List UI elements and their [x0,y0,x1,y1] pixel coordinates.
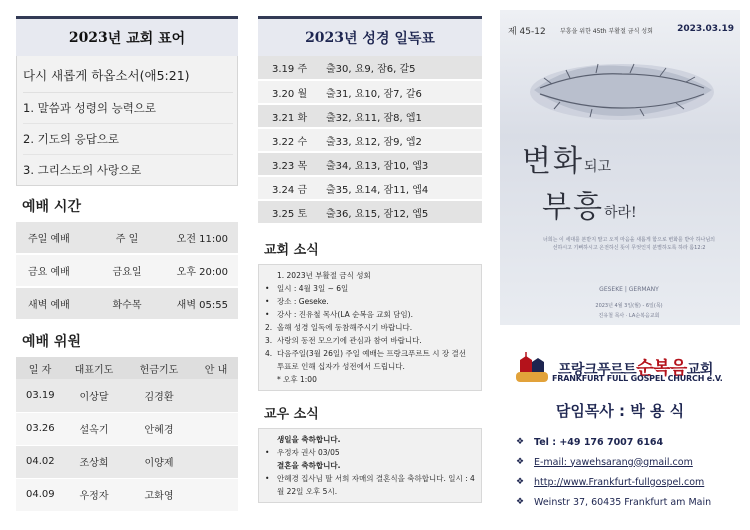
bible-day: 3.19 주 [258,56,326,80]
motto-header [16,16,238,56]
issue-number: 제 45-12 [508,27,546,37]
cell-prayer: 조상희 [64,445,124,478]
cell-usher [194,412,238,445]
table-row [16,445,238,478]
members-text: 생일을 축하합니다. [277,435,341,444]
bullet [265,459,277,472]
news-text: 올해 성경 일독에 동참해주시기 바랍니다. [277,323,413,332]
poster [500,10,740,325]
worship-time: 오후 20:00 [176,267,228,278]
worship-day: 주 일 [115,234,139,245]
news-item [265,308,475,321]
poster-verse: 너희는 이 세대를 본받지 말고 오직 마음을 새롭게 함으로 변화를 받아 하나님의 선하시고 기뻐하시고 온전하신 뜻이 무엇인지 분별하도록 하라 롬12:2 [542,237,716,251]
headline-word: 부흥 [542,190,604,225]
bible-reading: 출31, 요10, 잠7, 갈6 [326,80,482,104]
worship-title: 예배 시간 [22,199,81,215]
members-item [265,433,475,446]
bible-day: 3.21 화 [258,104,326,128]
church-logo-icon [514,352,550,386]
cell-date: 03.26 [16,412,64,445]
cell-date: 04.09 [16,478,64,511]
church-name-en: FRANKFURT FULL GOSPEL CHURCH e.V. [552,374,723,383]
table-row [258,200,482,224]
bible-day: 3.25 토 [258,200,326,224]
bible-reading: 출34, 요13, 잠10, 엡3 [326,152,482,176]
motto-item: 2. 기도의 응답으로 [23,124,233,155]
poster-subtitle: 부흥을 위한 45th 부활절 금식 성회 [560,28,653,35]
worship-row [16,255,238,288]
bible-table [258,56,482,225]
news-box [258,264,482,391]
cell-prayer: 이상달 [64,379,124,412]
cell-prayer: 우정자 [64,478,124,511]
news-text: 강사 : 진유철 목사(LA 순복음 교회 담임). [277,310,413,319]
members-item [265,472,475,498]
bullet: • [265,310,270,319]
motto-year: 2023 [68,29,108,46]
table-row [16,379,238,412]
col-header: 일 자 [16,357,64,379]
bible-day: 3.23 목 [258,152,326,176]
motto-item: 3. 그리스도의 사랑으로 [23,163,142,177]
bullet [265,373,277,386]
headline-suffix: 하라! [603,205,637,221]
diamond-bullet-icon: ❖ [516,457,525,467]
motto-box [16,56,238,186]
cell-usher [194,478,238,511]
poster-location: GESEKE | GERMANY [599,286,659,293]
left-column [16,0,238,512]
table-row [16,412,238,445]
middle-column [258,0,482,503]
members-item [265,459,475,472]
church-name-pre: 프랑크푸르트 [558,362,637,378]
worship-day: 금요일 [112,267,142,278]
poster-time: 2023년 4월 3일(월) - 6일(목) [595,303,663,309]
poster-venue: 진유철 목사 · LA순복음교회 [598,313,660,319]
pastor-name: 담임목사 : 박 용 식 [555,402,685,420]
committee-table [16,357,238,512]
news-item [265,334,475,347]
news-text: 사랑의 동전 모으기에 관심과 참여 바랍니다. [277,336,422,345]
news-text: 일시 : 4월 3일 ~ 6일 [277,284,349,293]
cell-offering: 김경환 [124,379,194,412]
bible-reading: 출36, 요15, 잠12, 엡5 [326,200,482,224]
address-text: Weinstr 37, 60435 Frankfurt am Main [534,496,712,508]
news-text: 장소 : Geseke. [277,297,329,306]
col-header: 대표기도 [64,357,124,379]
bullet: • [265,284,270,293]
diamond-bullet-icon: ❖ [516,477,525,487]
contact-tel [516,432,711,452]
table-row [258,152,482,176]
cell-prayer: 설옥기 [64,412,124,445]
cell-offering: 이양제 [124,445,194,478]
bullet: 4. [265,349,273,358]
bible-day: 3.24 금 [258,176,326,200]
news-item [265,269,475,282]
table-row [258,128,482,152]
bible-year: 2023 [305,29,345,46]
worship-row [16,222,238,255]
bullet: 2. [265,323,273,332]
bulletin-date: 2023.03.19 [677,24,734,34]
bible-reading: 출32, 요11, 잠8, 엡1 [326,104,482,128]
headline-suffix: 되고 [583,159,612,175]
news-text: 1. 2023년 부활절 금식 성회 [277,271,371,280]
bible-title: 년 성경 일독표 [344,30,435,47]
bullet [265,433,277,446]
table-row [258,56,482,80]
contact-email[interactable] [516,452,711,472]
website-link[interactable]: http://www.Frankfurt-fullgospel.com [534,476,705,488]
members-box [258,428,482,503]
news-item [265,347,475,373]
bible-header [258,16,482,56]
members-text: 우정자 권사 03/05 [277,448,340,457]
worship-row [16,288,238,321]
cell-offering: 안혜경 [124,412,194,445]
motto-item: 1. 말씀과 성령의 능력으로 [23,93,233,124]
bullet: • [265,448,270,457]
members-title: 교우 소식 [264,407,319,422]
worship-time: 오전 11:00 [176,234,228,245]
bullet: 3. [265,336,273,345]
members-item [265,446,475,459]
motto-main: 다시 새롭게 하옵소서(애5:21) [23,58,233,93]
motto-title: 년 교회 표어 [107,30,186,47]
church-name-main: 순복음 [636,358,687,379]
news-text: * 오후 1:00 [277,375,317,384]
headline-word: 변화 [522,144,584,179]
cell-offering: 고화영 [124,478,194,511]
news-text: 다음주일(3월 26일) 주일 예배는 프랑크푸르트 시 장 결선 투표로 인해 십자가 성전에서 드립니다. [277,349,466,371]
right-column [500,0,740,530]
news-title: 교회 소식 [264,243,319,258]
cell-date: 03.19 [16,379,64,412]
table-row [258,104,482,128]
worship-time: 새벽 05:55 [176,300,228,311]
poster-headline [522,136,637,226]
committee-header-row [16,357,238,379]
worship-name: 금요 예배 [28,267,70,278]
bullet: • [265,474,270,483]
bible-reading: 출33, 요12, 잠9, 엡2 [326,128,482,152]
worship-table [16,222,238,321]
worship-name: 새벽 예배 [28,300,70,311]
cell-usher [194,379,238,412]
bible-day: 3.22 수 [258,128,326,152]
news-item [265,321,475,334]
bible-day: 3.20 월 [258,80,326,104]
cell-date: 04.02 [16,445,64,478]
contact-address [516,492,711,512]
table-row [16,478,238,511]
table-row [258,176,482,200]
bible-reading: 출30, 요9, 잠6, 갈5 [326,56,482,80]
church-name-post: 교회 [686,362,713,378]
contact-list [516,432,711,512]
diamond-bullet-icon: ❖ [516,437,525,447]
members-text: 안혜경 집사님 딸 서희 자매의 결혼식을 축하합니다. 일시 : 4월 22일 오후 5시. [277,474,475,496]
worship-day: 화수목 [112,300,142,311]
col-header: 안 내 [194,357,238,379]
bible-reading: 출35, 요14, 잠11, 엡4 [326,176,482,200]
email-link[interactable]: E-mail: yawehsarang@gmail.com [534,456,693,468]
members-text: 결혼을 축하합니다. [277,461,341,470]
table-row [258,80,482,104]
bullet [265,269,277,282]
contact-web[interactable] [516,472,711,492]
news-item [265,282,475,295]
committee-title: 예배 위원 [22,334,81,350]
cell-usher [194,445,238,478]
bullet: • [265,297,270,306]
news-item [265,373,475,386]
news-item [265,295,475,308]
church-logo [514,352,738,388]
tel-text: Tel : +49 176 7007 6164 [534,436,664,448]
col-header: 헌금기도 [124,357,194,379]
worship-name: 주일 예배 [28,234,70,245]
diamond-bullet-icon: ❖ [516,497,525,507]
